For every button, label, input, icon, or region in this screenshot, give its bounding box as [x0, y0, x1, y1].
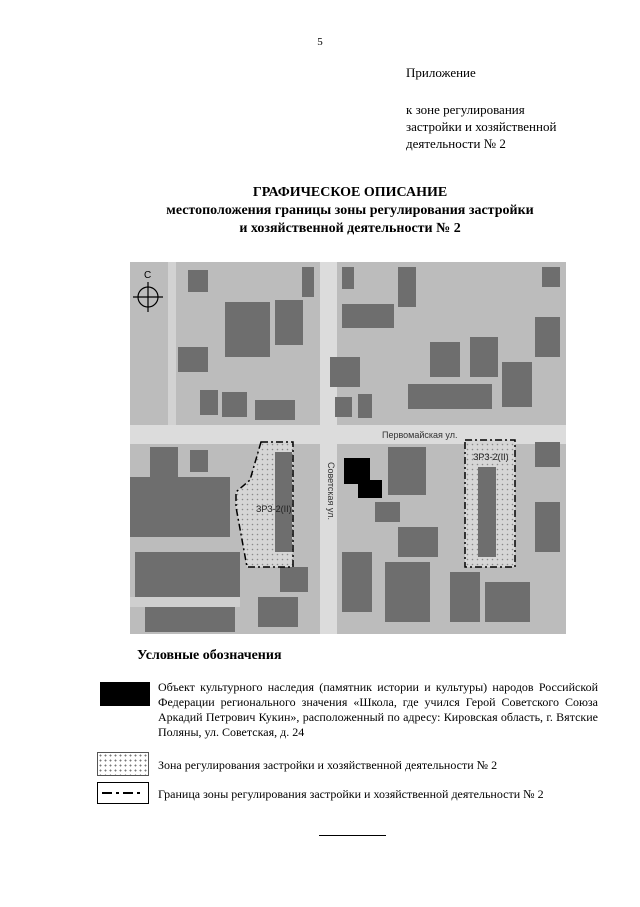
appendix-line: застройки и хозяйственной	[406, 119, 557, 134]
heritage-object	[358, 480, 382, 498]
legend-text-boundary: Граница зоны регулирования застройки и хозяйственной деятельности № 2	[158, 787, 544, 801]
legend-symbol-boundary	[97, 782, 149, 804]
street-west	[168, 262, 176, 425]
zone-label-left: ЗРЗ-2(II)	[256, 504, 292, 514]
appendix-line: к зоне регулирования	[406, 102, 525, 117]
zone-right-building	[478, 467, 496, 557]
north-label: С	[144, 270, 152, 281]
site-map	[130, 262, 566, 634]
street-label-sovetskaya: Советская ул.	[326, 462, 336, 520]
legend-symbol-heritage	[100, 682, 150, 706]
legend-symbol-zone	[97, 752, 149, 776]
document-title: ГРАФИЧЕСКОЕ ОПИСАНИЕ	[252, 185, 448, 200]
dashed-line-icon	[98, 783, 148, 803]
document-subtitle: и хозяйственной деятельности № 2	[239, 221, 461, 236]
appendix-line: деятельности № 2	[406, 136, 506, 151]
street-label-pervomayskaya: Первомайская ул.	[382, 430, 458, 440]
footer-rule	[319, 835, 386, 836]
appendix-heading: Приложение	[406, 65, 476, 80]
legend-text-zone: Зона регулирования застройки и хозяйственной деятельности № 2	[158, 758, 498, 772]
zone-label-right: ЗРЗ-2(II)	[473, 452, 509, 462]
page-number: 5	[317, 36, 323, 48]
street-south	[130, 597, 240, 607]
street-sovetskaya	[320, 262, 337, 634]
legend-title: Условные обозначения	[137, 648, 282, 663]
zone-left-building	[275, 452, 292, 552]
legend-text-heritage: Объект культурного наследия (памятник истории и культуры) народов Российской Федерации регионального значения «Школа, где учился Герой Советского Союза Аркадий Петрович Кукин», расположенный по адресу: Кировская область, г. Вятские Поляны, ул. Советская, д. 24	[158, 680, 598, 739]
document-subtitle: местоположения границы зоны регулирования застройки	[166, 203, 534, 218]
